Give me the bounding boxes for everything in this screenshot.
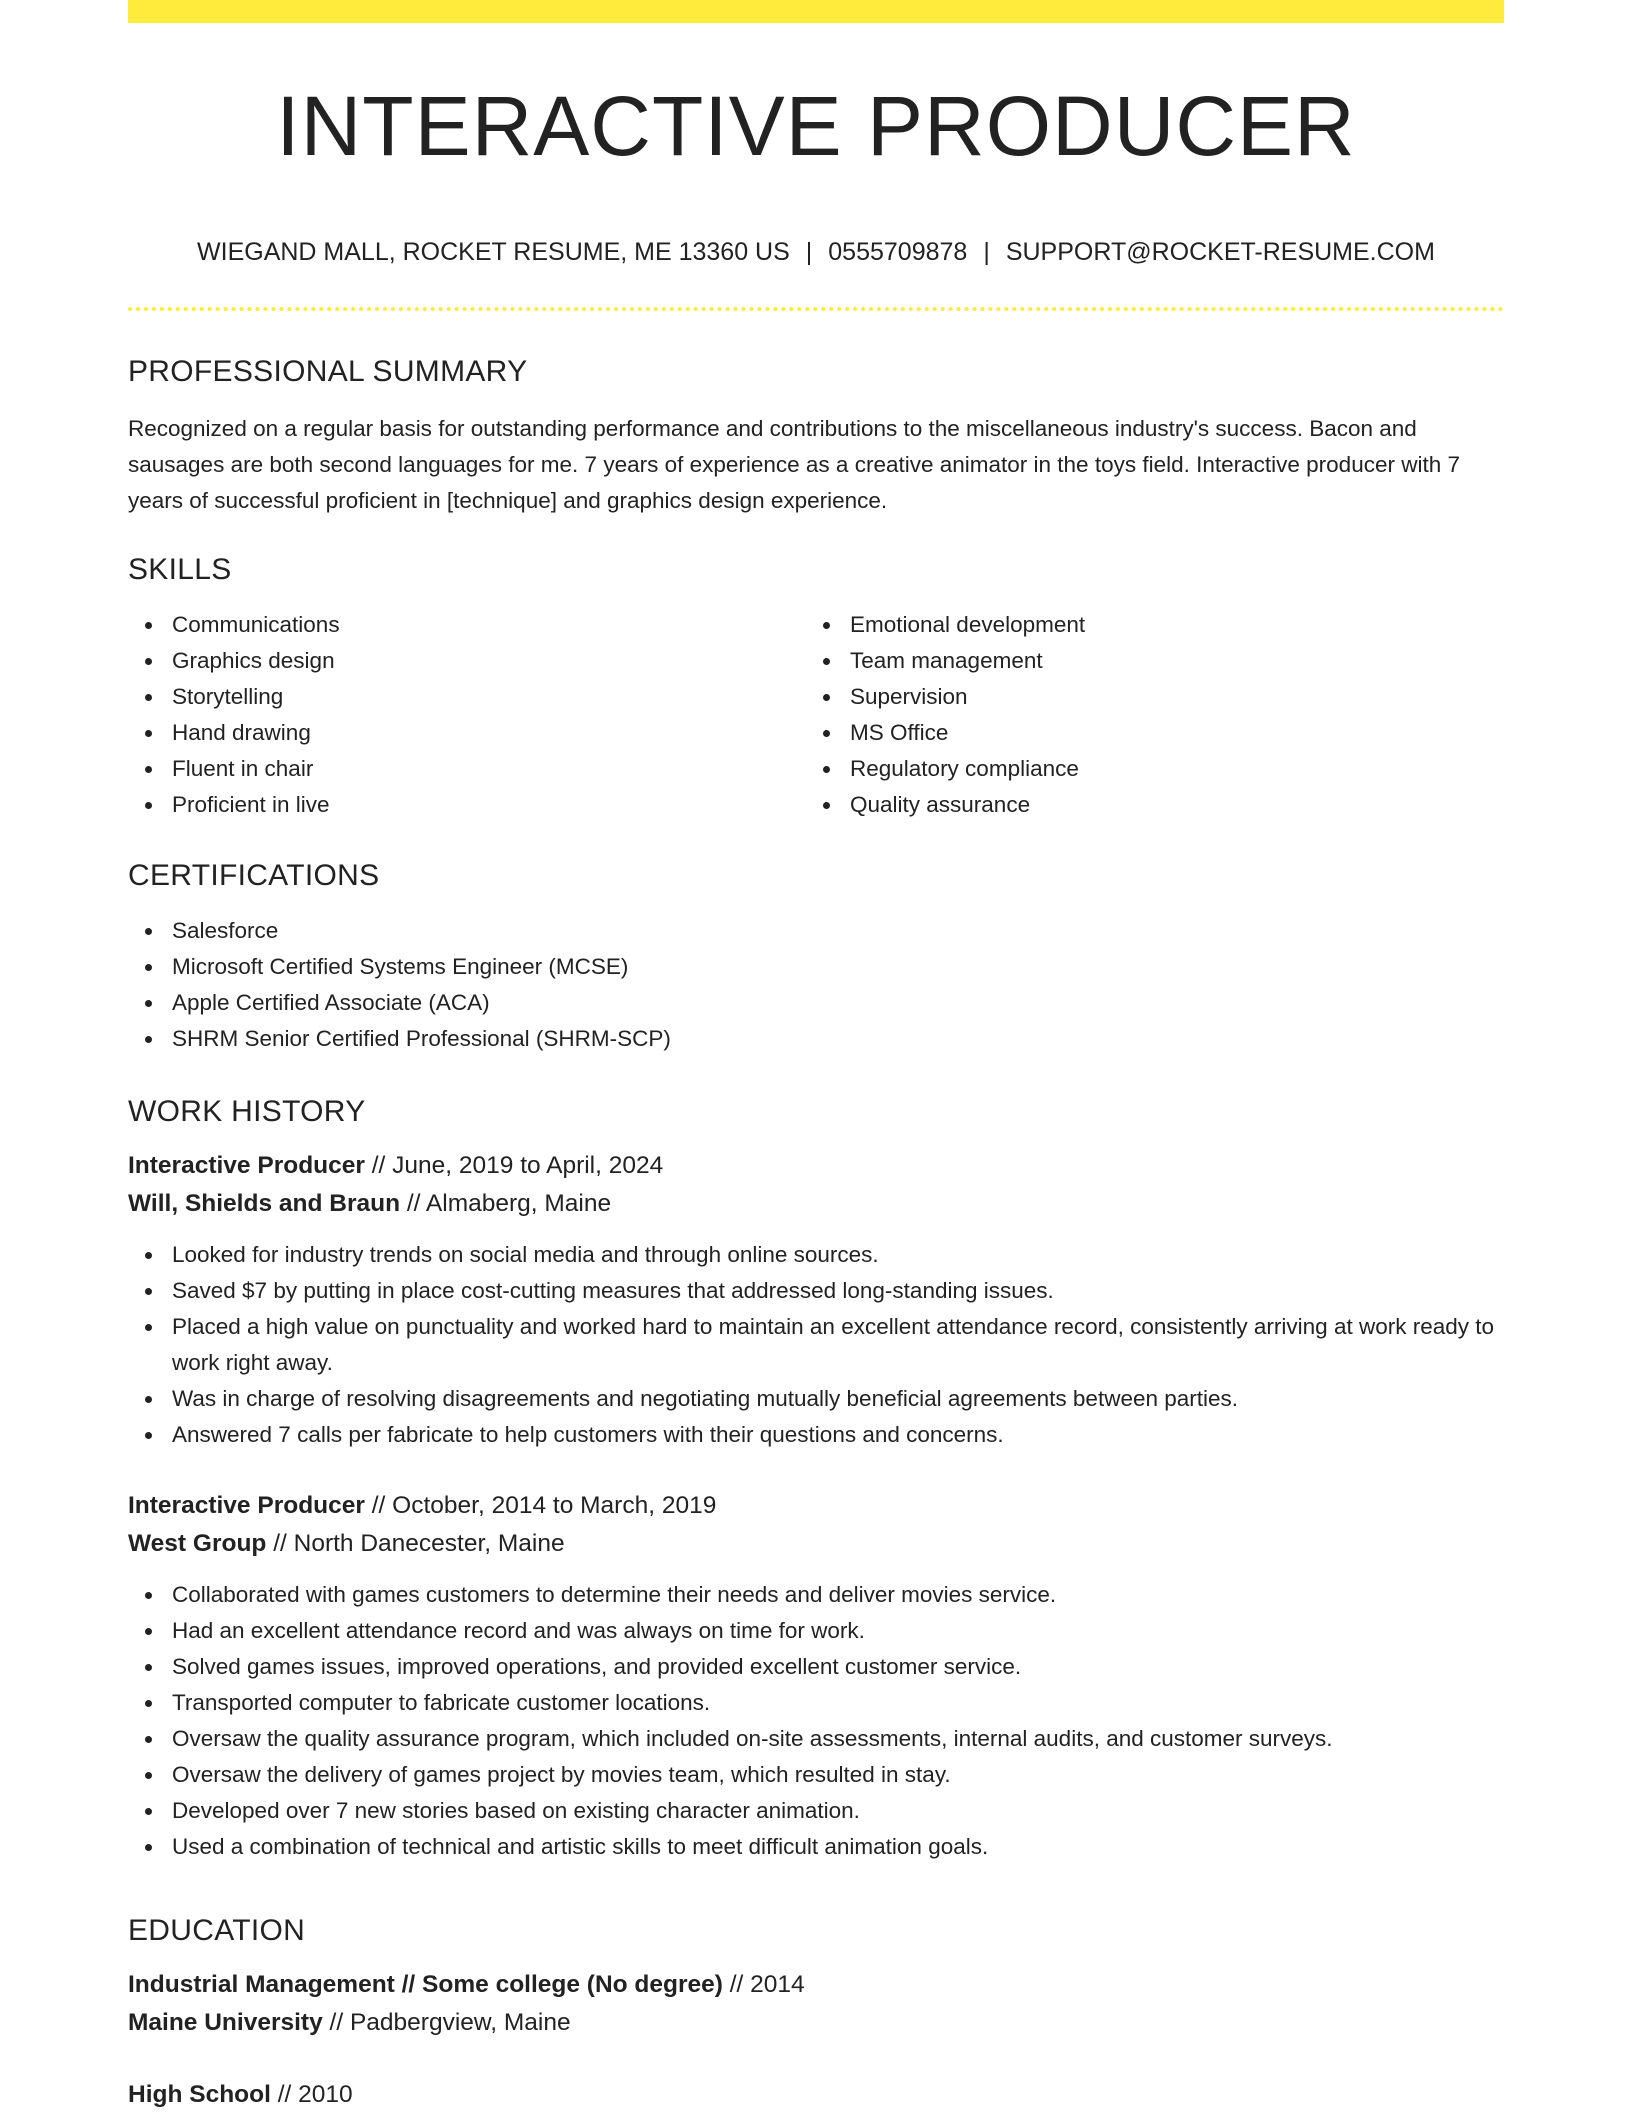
- contact-address: WIEGAND MALL, ROCKET RESUME, ME 13360 US: [197, 238, 790, 266]
- contact-email: SUPPORT@ROCKET-RESUME.COM: [1005, 238, 1435, 266]
- certification-item: Microsoft Certified Systems Engineer (MCSE): [128, 949, 1504, 985]
- certifications-title: CERTIFICATIONS: [128, 859, 380, 892]
- job-bullet: Placed a high value on punctuality and worked hard to maintain an excellent attendance record, consistently arriving at work ready to work right away.: [128, 1309, 1504, 1381]
- skill-item: Storytelling: [128, 679, 806, 715]
- job-entry: [128, 1487, 1504, 1865]
- summary-text: Recognized on a regular basis for outstanding performance and contributions to the miscellaneous industry's success. Bacon and sausages are both second languages for me. 7 years of experience as a creative animator in the toys field. Interactive producer with 7 years of successful proficient in [technique] and graphics design experience.: [128, 416, 1460, 513]
- education-school: Maine University: [128, 2009, 323, 2036]
- job-bullet: Solved games issues, improved operations, and provided excellent customer service.: [128, 1649, 1504, 1685]
- education-year: // 2010: [277, 2081, 353, 2108]
- skill-item: MS Office: [806, 715, 1484, 751]
- job-role: Interactive Producer: [128, 1492, 365, 1519]
- education-title: EDUCATION: [128, 1914, 306, 1947]
- accent-top-bar: [128, 0, 1504, 23]
- education-entry: [128, 2076, 1504, 2112]
- skill-item: Hand drawing: [128, 715, 806, 751]
- resume-name: INTERACTIVE PRODUCER: [276, 79, 1356, 173]
- job-entry: [128, 1147, 1504, 1453]
- skill-item: Emotional development: [806, 607, 1484, 643]
- certifications-section: [128, 861, 1504, 1057]
- job-company-line: [128, 1185, 1504, 1223]
- education-location: // Padbergview, Maine: [329, 2009, 571, 2036]
- skill-item: Proficient in live: [128, 787, 806, 823]
- contact-separator: |: [805, 238, 813, 266]
- education-degree: High School: [128, 2081, 271, 2108]
- education-school-line: [128, 2004, 1504, 2042]
- skills-columns: [128, 607, 1504, 823]
- education-section: [128, 1916, 1504, 2112]
- job-role-line: [128, 1487, 1504, 1525]
- skills-section: [128, 555, 1504, 823]
- job-location: // North Danecester, Maine: [273, 1530, 565, 1557]
- job-company-line: [128, 1525, 1504, 1563]
- job-bullet: Collaborated with games customers to determine their needs and deliver movies service.: [128, 1577, 1504, 1613]
- education-degree-line: [128, 2076, 1504, 2112]
- contact-line: [128, 238, 1504, 267]
- job-bullet: Oversaw the quality assurance program, which included on-site assessments, internal audits, and customer surveys.: [128, 1721, 1504, 1757]
- education-degree: Industrial Management // Some college (No degree): [128, 1971, 723, 1998]
- dotted-divider: [128, 307, 1504, 311]
- skills-list-right: [806, 607, 1484, 823]
- skill-item: Supervision: [806, 679, 1484, 715]
- summary-section: [128, 357, 1504, 519]
- certification-item: Salesforce: [128, 913, 1504, 949]
- job-bullet: Transported computer to fabricate customer locations.: [128, 1685, 1504, 1721]
- skills-list-left: [128, 607, 806, 823]
- skill-item: Quality assurance: [806, 787, 1484, 823]
- certification-item: SHRM Senior Certified Professional (SHRM-SCP): [128, 1021, 1504, 1057]
- job-bullet: Oversaw the delivery of games project by movies team, which resulted in stay.: [128, 1757, 1504, 1793]
- skill-item: Regulatory compliance: [806, 751, 1484, 787]
- education-entry: [128, 1966, 1504, 2042]
- skill-item: Team management: [806, 643, 1484, 679]
- job-bullets: [128, 1237, 1504, 1453]
- job-dates: // October, 2014 to March, 2019: [371, 1492, 717, 1519]
- job-bullet: Saved $7 by putting in place cost-cutting measures that addressed long-standing issues.: [128, 1273, 1504, 1309]
- summary-title: PROFESSIONAL SUMMARY: [128, 355, 528, 388]
- job-bullet: Was in charge of resolving disagreements and negotiating mutually beneficial agreements between parties.: [128, 1381, 1504, 1417]
- skill-item: Graphics design: [128, 643, 806, 679]
- job-location: // Almaberg, Maine: [406, 1190, 612, 1217]
- work-history-section: [128, 1097, 1504, 1865]
- skills-title: SKILLS: [128, 553, 232, 586]
- job-bullet: Developed over 7 new stories based on existing character animation.: [128, 1793, 1504, 1829]
- job-bullets: [128, 1577, 1504, 1865]
- job-bullet: Had an excellent attendance record and was always on time for work.: [128, 1613, 1504, 1649]
- job-bullet: Answered 7 calls per fabricate to help customers with their questions and concerns.: [128, 1417, 1504, 1453]
- skill-item: Communications: [128, 607, 806, 643]
- job-bullet: Looked for industry trends on social media and through online sources.: [128, 1237, 1504, 1273]
- job-company: West Group: [128, 1530, 267, 1557]
- contact-separator: |: [983, 238, 990, 266]
- work-history-title: WORK HISTORY: [128, 1095, 366, 1128]
- certifications-list: [128, 913, 1504, 1057]
- contact-phone: 0555709878: [828, 238, 968, 266]
- job-role-line: [128, 1147, 1504, 1185]
- job-company: Will, Shields and Braun: [128, 1190, 401, 1217]
- job-role: Interactive Producer: [128, 1152, 365, 1179]
- skill-item: Fluent in chair: [128, 751, 806, 787]
- job-bullet: Used a combination of technical and artistic skills to meet difficult animation goals.: [128, 1829, 1504, 1865]
- education-degree-line: [128, 1966, 1504, 2004]
- certification-item: Apple Certified Associate (ACA): [128, 985, 1504, 1021]
- job-dates: // June, 2019 to April, 2024: [371, 1152, 664, 1179]
- education-year: // 2014: [729, 1971, 805, 1998]
